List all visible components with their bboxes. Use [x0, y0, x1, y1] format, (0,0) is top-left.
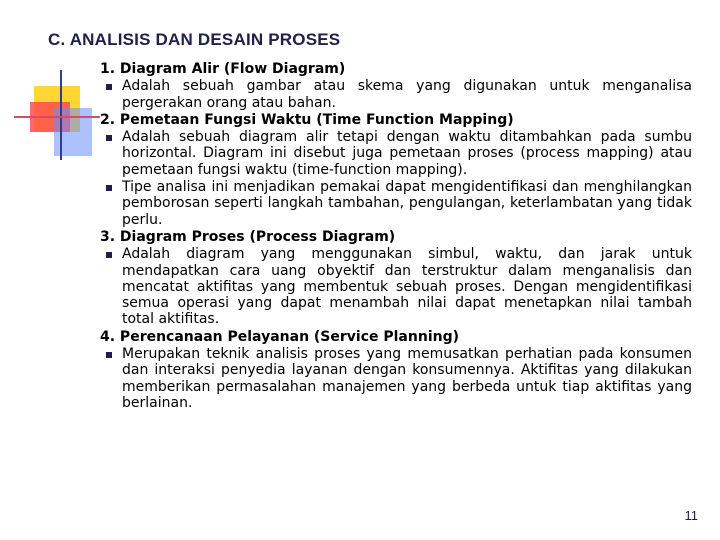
slide-content: [100, 61, 692, 412]
square-bullet-icon: [106, 252, 112, 258]
square-bullet-icon: [106, 352, 112, 358]
section-service-planning: [100, 329, 692, 411]
bullet-item: [100, 346, 692, 411]
decorative-vertical-line: [60, 70, 62, 160]
decorative-horizontal-line: [14, 116, 100, 118]
section-heading: 1. Diagram Alir (Flow Diagram): [100, 61, 346, 77]
page-number: 11: [684, 508, 698, 523]
bullet-text: Adalah diagram yang menggunakan simbul, waktu, dan jarak untuk mendapatkan cara uang obyektif dan terstruktur dalam menganalisis dan mencatat aktifitas yang membentuk sebuah proses. Dengan mengidentifikasi semua operasi yang dapat menambah nilai dapat menetapkan nilai tambah total aktifitas.: [122, 246, 692, 328]
section-time-function-mapping: [100, 112, 692, 228]
square-bullet-icon: [106, 135, 112, 141]
bullet-text: Adalah sebuah gambar atau skema yang digunakan untuk menganalisa pergerakan orang atau bahan.: [122, 78, 692, 111]
square-bullet-icon: [106, 84, 112, 90]
bullet-text: Tipe analisa ini menjadikan pemakai dapat mengidentifikasi dan menghilangkan pemborosan seperti langkah tambahan, pengulangan, keterlambatan yang tidak perlu.: [122, 179, 692, 228]
bullet-item: [100, 78, 692, 111]
section-heading: 2. Pemetaan Fungsi Waktu (Time Function Mapping): [100, 111, 514, 128]
section-heading: 4. Perencanaan Pelayanan (Service Planning): [100, 328, 460, 345]
slide-title: C. ANALISIS DAN DESAIN PROSES: [48, 30, 341, 49]
square-bullet-icon: [106, 185, 112, 191]
bullet-item: [100, 179, 692, 228]
bullet-text: Adalah sebuah diagram alir tetapi dengan waktu ditambahkan pada sumbu horizontal. Diagram ini disebut juga pemetaan proses (process mapping) atau pemetaan fungsi waktu (time-function mapping).: [122, 129, 692, 178]
bullet-item: [100, 246, 692, 327]
bullet-item: [100, 129, 692, 178]
bullet-text: Merupakan teknik analisis proses yang memusatkan perhatian pada konsumen dan interaksi penyedia layanan dengan konsumennya. Aktifitas yang dilakukan memberikan permasalahan manajemen yang berbeda untuk tiap aktifitas yang berlainan.: [122, 346, 692, 411]
section-flow-diagram: [100, 61, 692, 111]
section-process-diagram: [100, 229, 692, 328]
section-heading: 3. Diagram Proses (Process Diagram): [100, 228, 396, 245]
